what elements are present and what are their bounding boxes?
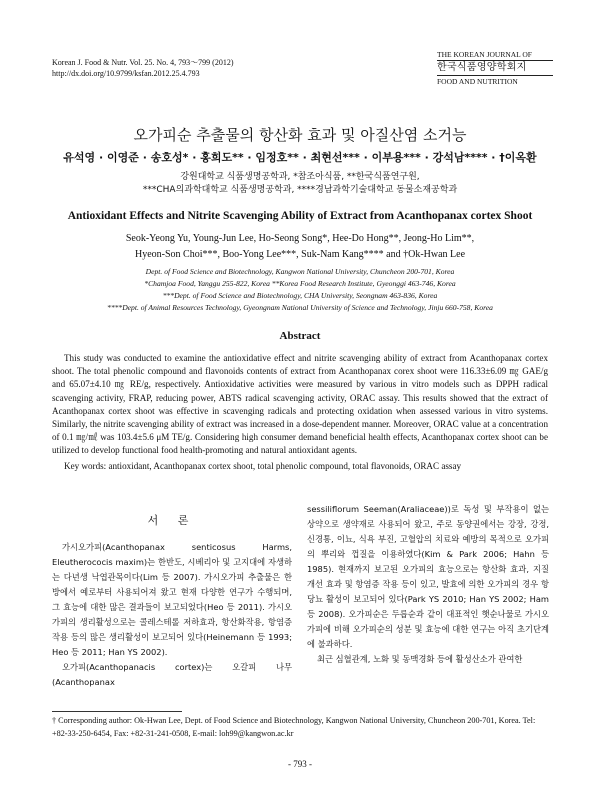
page-number: - 793 - (288, 759, 312, 769)
corresponding-author-footnote: † Corresponding author: Ok-Hwan Lee, Dept. of Food Science and Biotechnology, Kangwon National University, Chuncheon 200-701, Korea. Tel: +82-33-250-6454, Fax: +82-31-241-0508, E-mail: loh99@kangwon.ac.kr (52, 716, 536, 738)
journal-name-en-top: THE KOREAN JOURNAL OF (437, 50, 532, 59)
abstract-heading: Abstract (279, 330, 321, 342)
journal-rule-bottom (437, 75, 553, 76)
journal-name-en-bottom: FOOD AND NUTRITION (437, 77, 518, 86)
citation-line: Korean J. Food & Nutr. Vol. 25. No. 4, 793～799 (2012) (52, 58, 234, 67)
intro-right-paragraph-1: sessiliflorum Seeman(Araliaceae))로 독성 및 부작용이 없는 상약으로 생약재로 사용되어 왔고, 주로 동양권에서는 강장, 강정, 신경통, 이뇨, 식욕 부진, 고혈압의 치료와 예방의 목적으로 오가피의 뿌리와 껍질을 이용하였다(Kim & Park 2006; Hahn 등 1985). 현재까지 보고된 오가피의 효능으로는 항산화 효과, 지질 개선 효과 및 항염증 작용 등이 있고, 발효에 의한 오가피의 경우 항당뇨 활성이 보고되어 있다(Park YS 2010; Han YS 2002; Ham 등 2008). 오가피순은 두릅순과 같이 대표적인 햇순나물로 가시오가피에 비해 오가피순의 성분 및 효능에 대한 연구는 아직 초기단계에 불과하다. (307, 504, 549, 649)
korean-authors: 유석영 · 이영준 · 송호성* · 홍희도** · 임정호** · 최현선*** · 이부용*** · 강석남**** · †이옥환 (63, 151, 537, 164)
intro-left-paragraph-1: 가시오가피(Acanthopanax senticosus Harms, Eleutherococis maxim)는 한반도, 시베리아 및 고지대에 자생하는 다년생 낙엽관목이다(Lim 등 2007). 가시오가피 추출물은 한방에서 예로부터 사용되어져 왔고 현재 다양한 연구가 수행되며, 그 효능에 대한 많은 결과들이 보고되었다(Heo 등 2011). 가시오가피의 생리활성으로는 콜레스테롤 저하효과, 항산화작용, 항염증 작용 등의 많은 생리활성이 보고되어 있다(Heinemann 등 1993; Heo 등 2011; Han YS 2002). (52, 542, 292, 657)
intro-column-right (307, 502, 549, 667)
intro-left-paragraph-2: 오가피(Acanthopanacis cortex)는 오갈피 나무(Acanthopanax (52, 662, 292, 687)
footnote-divider (52, 711, 182, 712)
korean-affiliation-2: ***CHA의과학대학교 식품생명공학과, ****경남과학기술대학교 동물소재공학과 (142, 185, 458, 195)
journal-logo (437, 50, 553, 86)
doi-link[interactable]: http://dx.doi.org/10.9799/ksfan.2012.25.4.793 (52, 69, 200, 78)
english-authors-1: Seok-Yeong Yu, Young-Jun Lee, Ho-Seong Song*, Hee-Do Hong**, Jeong-Ho Lim**, (125, 233, 475, 244)
abstract-body (52, 352, 548, 458)
intro-right-paragraph-2: 최근 심혈관계, 노화 및 동맥경화 등에 활성산소가 관여한 (317, 654, 523, 664)
abstract-text: This study was conducted to examine the antioxidative effect and nitrite scavenging ability of extract from Acanthopanax cortex shoot. The total phenolic compound and flavonoids contents of extract from Acanthopanax corex shoot were 116.33±6.09 ㎎ GAE/g and 65.07±4.10 ㎎ RE/g, respectively. Antioxidative activities were measured by various in vitro models such as DPPH radical scavenging activity, FRAP, reducing power, ABTS radical scavenging activity, ORAC assay. This results showed that the extract of Acanthopanax cortex shoot was effective in scavenging radicals and protecting oxidation when assessed various in vitro systems. Similarly, the nitrite scavenging ability of extract was increased in a dose-dependent manner. Moreover, ORAC value at a concentration of 0.1 ㎎/㎖ was 103.4±5.6 μM TE/g. Considering high consumer demand beneficial health effects, Acanthopanax cortex shoot can be utilized to develop functional food health-promoting and natural antioxidant agents. (52, 353, 548, 456)
journal-name-ko: 한국식품영양학회지 (437, 62, 527, 73)
journal-rule-top (437, 60, 553, 61)
english-affiliation-2: *Chamjoa Food, Yanggu 255-822, Korea **Korea Food Research Institute, Gyeonggi 463-746, Korea (144, 279, 456, 288)
korean-title: 오가피순 추출물의 항산화 효과 및 아질산염 소거능 (133, 126, 467, 144)
intro-column-left (52, 540, 292, 690)
english-affiliation-3: ***Dept. of Food Science and Biotechnology, CHA University, Seongnam 463-836, Korea (162, 291, 438, 300)
english-affiliation-4: ****Dept. of Animal Resources Technology, Gyeongnam National University of Science and Technology, Jinju 660-758, Korea (107, 303, 493, 312)
english-title: Antioxidant Effects and Nitrite Scavenging Ability of Extract from Acanthopanax cortex Shoot (67, 210, 533, 222)
english-authors-2: Hyeon-Son Choi***, Boo-Yong Lee***, Suk-Nam Kang**** and †Ok-Hwan Lee (134, 249, 466, 260)
english-affiliation-1: Dept. of Food Science and Biotechnology, Kangwon National University, Chuncheon 200-701, Korea (145, 267, 455, 276)
citation-header (52, 57, 233, 79)
keywords: Key words: antioxidant, Acanthopanax cortex shoot, total phenolic compound, total flavonoids, ORAC assay (64, 461, 462, 471)
korean-affiliation-1: 강원대학교 식품생명공학과, *참조아식품, **한국식품연구원, (180, 172, 420, 182)
section-heading-introduction: 서 론 (147, 514, 197, 527)
